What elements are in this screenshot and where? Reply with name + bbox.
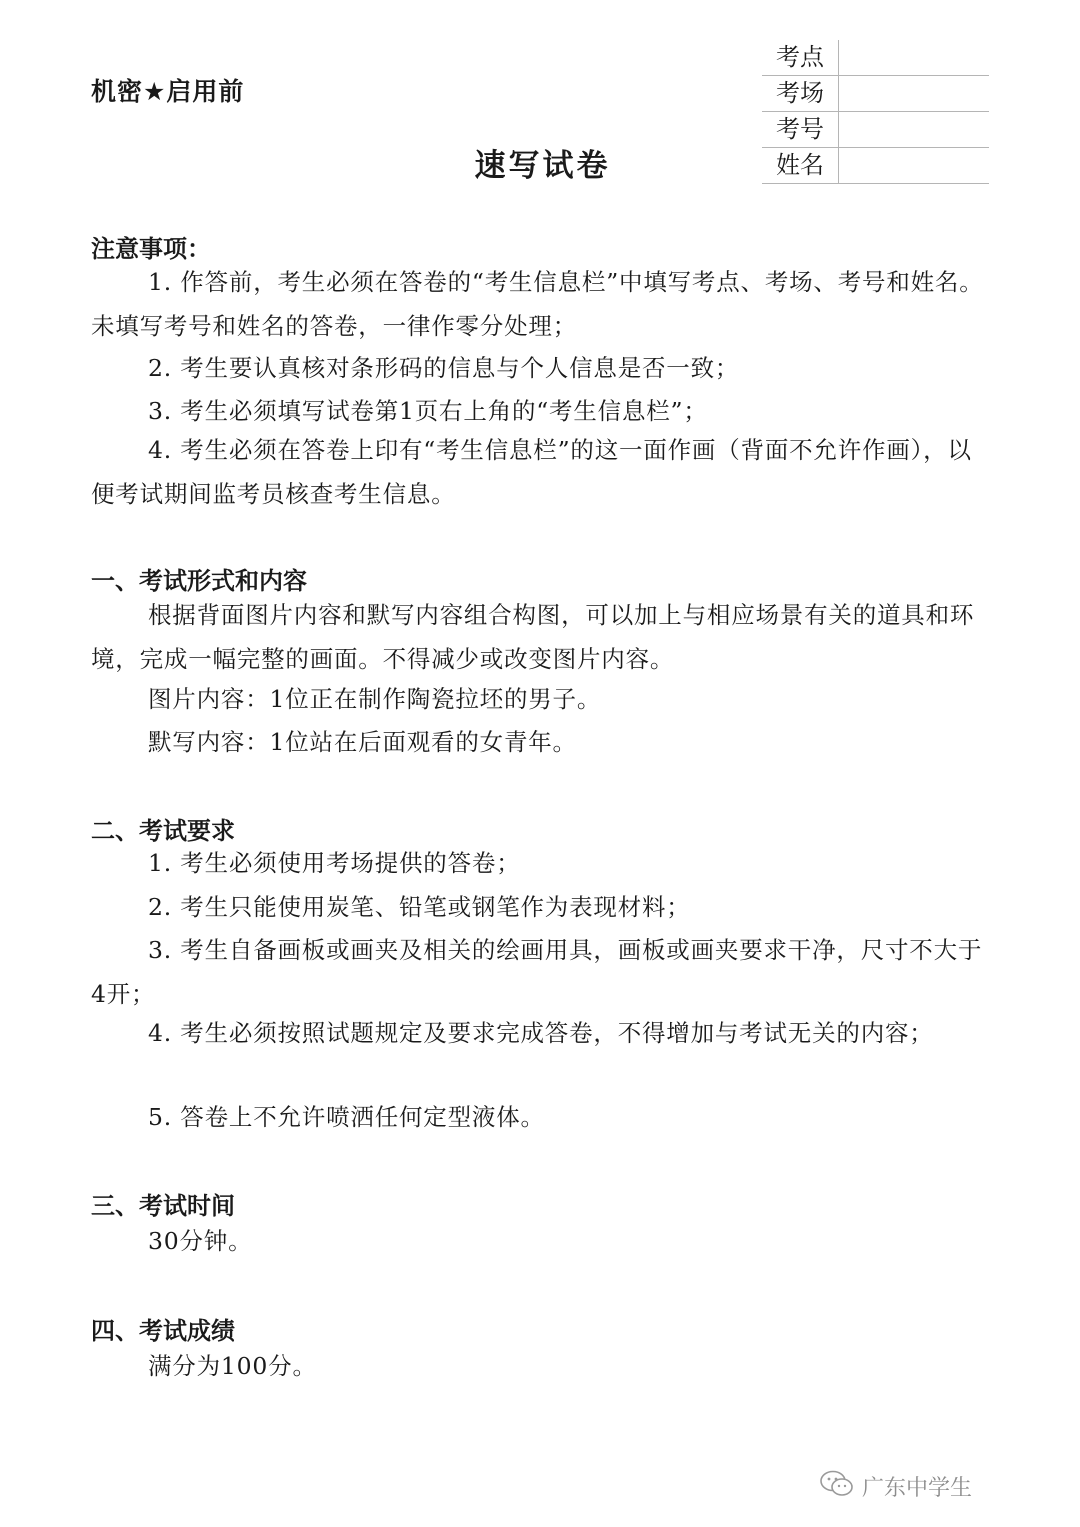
watermark	[820, 1466, 972, 1506]
requirement-item: 2. 考生只能使用炭笔、铅笔或钢笔作为表现材料；	[148, 893, 691, 921]
exam-score-text: 满分为100分。	[148, 1352, 317, 1380]
requirement-item: 5. 答卷上不允许喷洒任何定型液体。	[148, 1103, 545, 1131]
notice-heading: 注意事项：	[91, 235, 211, 263]
exam-time-text: 30分钟。	[148, 1227, 253, 1255]
notice-item: 2. 考生要认真核对条形码的信息与个人信息是否一致；	[148, 354, 740, 382]
watermark-text: 广东中学生	[862, 1475, 973, 1501]
section-heading-requirements: 二、考试要求	[91, 817, 235, 845]
section-paragraph: 图片内容：1位正在制作陶瓷拉坯的男子。	[148, 685, 602, 713]
section-paragraph: 根据背面图片内容和默写内容组合构图，可以加上与相应场景有关的道具和环境，完成一幅完整的画面。不得减少或改变图片内容。	[91, 601, 975, 673]
info-label: 考点	[762, 40, 839, 76]
section-heading-format: 一、考试形式和内容	[91, 567, 307, 595]
info-label: 考场	[762, 76, 839, 112]
notice-item: 4. 考生必须在答卷上印有“考生信息栏”的这一面作画（背面不允许作画），以便考试期间监考员核查考生信息。	[91, 436, 972, 508]
info-label: 姓名	[762, 148, 839, 184]
confidential-label: 机密★启用前	[91, 77, 245, 106]
section-heading-time: 三、考试时间	[91, 1192, 235, 1220]
section-paragraph: 默写内容：1位站在后面观看的女青年。	[148, 728, 577, 756]
wechat-icon	[820, 1470, 854, 1502]
requirement-item: 3. 考生自备画板或画夹及相关的绘画用具，画板或画夹要求干净，尺寸不大于4开；	[91, 936, 983, 1008]
info-row-exam-room	[762, 76, 989, 112]
notice-item: 3. 考生必须填写试卷第1页右上角的“考生信息栏”；	[148, 397, 708, 425]
section-heading-score: 四、考试成绩	[91, 1317, 235, 1345]
info-label: 考号	[762, 112, 839, 148]
info-row-exam-center	[762, 40, 989, 76]
info-value-field	[839, 40, 990, 76]
notice-item: 1. 作答前，考生必须在答卷的“考生信息栏”中填写考点、考场、考号和姓名。未填写考号和姓名的答卷，一律作零分处理；	[91, 268, 984, 340]
requirement-item: 4. 考生必须按照试题规定及要求完成答卷，不得增加与考试无关的内容；	[148, 1019, 934, 1047]
page-title: 速写试卷	[474, 148, 611, 184]
info-value-field	[839, 76, 990, 112]
requirement-item: 1. 考生必须使用考场提供的答卷；	[148, 849, 521, 877]
